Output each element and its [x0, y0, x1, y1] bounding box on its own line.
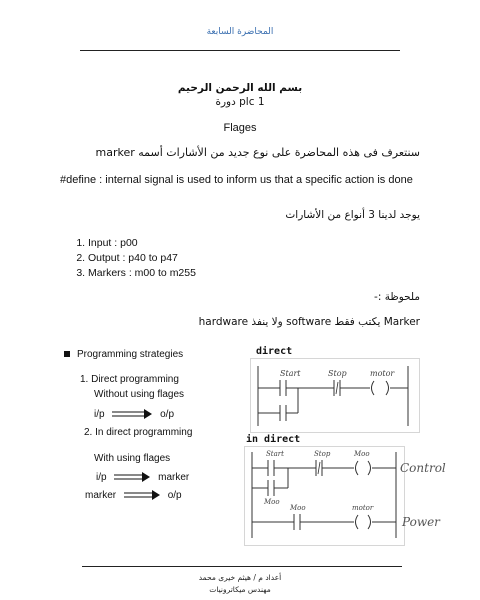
control-note: Control [400, 461, 446, 475]
header-divider [80, 50, 400, 51]
strategies-section [64, 349, 254, 360]
strategies-heading: Programming strategies [77, 349, 184, 360]
note-text: Marker يكتب فقط software ولا ينفذ hardware [198, 316, 420, 328]
arrow-right-icon [123, 490, 161, 500]
intro-sentence: سنتعرف فى هذه المحاضرة على نوع جديد من الأشارات أسمه marker [95, 146, 420, 159]
input-label: i/p [94, 409, 105, 420]
list-item: 1. Input : p00 [88, 236, 370, 251]
direct-title: 1. Direct programming [80, 374, 179, 385]
list-item: 2. Output : p40 to p47 [88, 251, 370, 266]
page-title: Flages [223, 122, 257, 134]
start-contact-label: Start [266, 450, 284, 458]
types-intro: يوجد لدينا 3 أنواع من الأشارات [285, 209, 420, 221]
indirect-diagram-label: in direct [246, 434, 301, 445]
marker-label: marker [85, 490, 117, 501]
indirect-ladder-diagram [244, 446, 464, 546]
output-label: o/p [160, 409, 175, 420]
indirect-io-row-2 [85, 490, 182, 501]
indirect-sub: With using flages [94, 453, 171, 464]
footer-author: أعداد م / هيثم خيرى محمد [198, 573, 282, 582]
output-label: o/p [167, 490, 182, 501]
stop-contact-label: Stop [328, 369, 347, 378]
input-label: i/p [96, 472, 107, 483]
marker-label: marker [158, 472, 190, 483]
start-contact-label: Start [280, 369, 301, 378]
lecture-header: المحاضرة السابعة [206, 27, 274, 37]
hold-contact-label: Moo [264, 498, 280, 506]
power-note: Power [402, 515, 440, 529]
motor-coil-label: motor [370, 369, 395, 378]
stop-contact-label: Stop [314, 450, 331, 458]
indirect-title: 2. In direct programming [84, 427, 193, 438]
arrow-right-icon [113, 472, 151, 482]
bullet-icon [64, 351, 70, 357]
indirect-io-row-1 [96, 472, 189, 483]
list-item: 3. Markers : m00 to m255 [88, 266, 370, 281]
marker-contact-label: Moo [290, 504, 306, 512]
signal-types-list [70, 236, 370, 281]
course-label: دورة plc 1 [215, 96, 265, 108]
footer-divider [82, 566, 402, 567]
direct-sub: Without using flages [94, 389, 185, 400]
definition-text: #define : internal signal is used to inform us that a specific action is done [60, 174, 413, 186]
motor-coil-label: motor [352, 504, 374, 512]
arrow-right-icon [111, 409, 153, 419]
direct-diagram-label: direct [256, 346, 293, 357]
marker-coil-label: Moo [354, 450, 370, 458]
footer-role: مهندس ميكاترونيات [209, 585, 271, 594]
direct-io-row [94, 409, 174, 420]
basmala: بسم الله الرحمن الرحيم [177, 82, 303, 94]
note-title: ملحوظة :- [374, 291, 420, 303]
direct-ladder-diagram [250, 358, 420, 433]
